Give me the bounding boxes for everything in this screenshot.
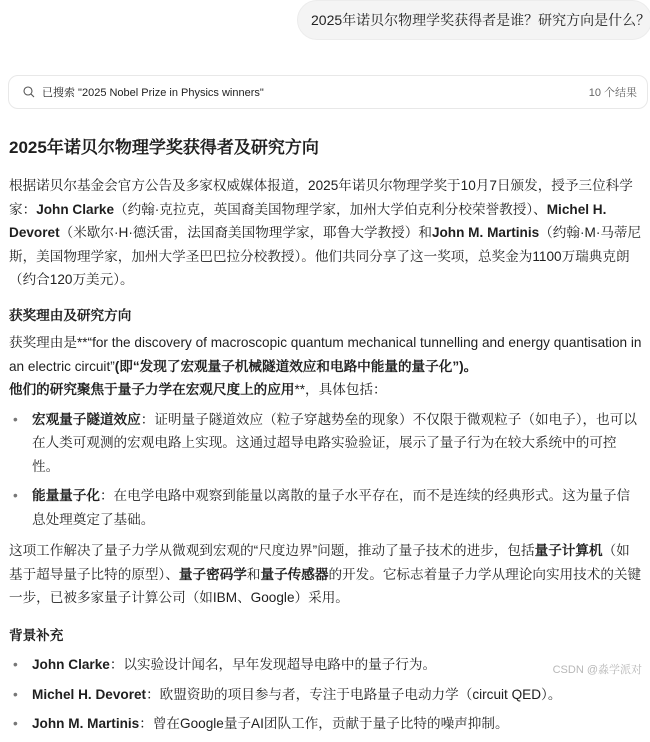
intro-text: （米歇尔·H·德沃雷，法国裔美国物理学家，耶鲁大学教授）和 [59,225,432,240]
list-item-term: 宏观量子隧道效应 [32,411,141,427]
impact-paragraph [9,539,643,610]
impact-text: 这项工作解决了量子力学从微观到宏观的“尺度边界”问题，推动了量子技术的进步，包括 [9,543,535,558]
list-item-term: John M. Martinis [32,716,140,731]
list-item: • Michel H. Devoret：欧盟资助的项目参与者，专注于电路量子电动力学（circuit QED）。 [13,686,562,702]
user-message-text: 2025年诺贝尔物理学奖获得者是谁？研究方向是什么？ [311,12,650,28]
search-icon [23,86,35,98]
background-list [9,653,643,736]
list-item-term: John Clarke [32,657,110,672]
impact-text: （如基于超导量子比特的原型）、 [9,543,630,582]
search-query: 已搜索 "2025 Nobel Prize in Physics winners" [42,87,264,99]
user-message-bubble [297,0,650,40]
list-item-text: ：欧盟资助的项目参与者，专注于电路量子电动力学（circuit QED）。 [146,686,562,702]
impact-term: 量子计算机 [534,543,603,558]
impact-term: 量子密码学 [178,566,247,582]
list-item-text: ：曾在Google量子AI团队工作，贡献于量子比特的噪声抑制。 [139,716,509,731]
research-focus: 他们的研究聚焦于量子力学在宏观尺度上的应用 [9,382,295,397]
list-item: • John Clarke：以实验设计闻名，早年发现超导电路中的量子行为。 [13,657,437,672]
research-list [9,408,643,532]
assistant-answer [9,134,643,742]
answer-title: 2025年诺贝尔物理学奖获得者及研究方向 [9,138,319,157]
reason-paragraph [9,331,643,402]
intro-text: 根据诺贝尔基金会官方公告及多家权威媒体报道，2025年诺贝尔物理学奖于10月7日颁发，授予三位科学家： [9,178,633,217]
reason-text: **，具体包括： [294,382,387,397]
list-item: • 能量量子化：在电学电路中观察到能量以离散的量子水平存在，而不是连续的经典形式。这为量子信息处理奠定了基础。 [13,488,631,527]
list-item: • John M. Martinis：曾在Google量子AI团队工作，贡献于量子比特的噪声抑制。 [13,716,509,731]
search-results-bar[interactable] [8,75,648,109]
list-item: • 宏观量子隧道效应：证明量子隧道效应（粒子穿越势垒的现象）不仅限于微观粒子（如电子），也可以在人类可观测的宏观电路上实现。这通过超导电路实验验证，展示了量子行为在较大系统中的可控性。 [13,411,637,474]
impact-term: 量子传感器 [260,566,329,582]
search-result-count: 10 个结果 [588,87,637,99]
intro-text: （约翰·M·马蒂尼斯，美国物理学家，加州大学圣巴巴拉分校教授）。他们共同分享了这一奖项，总奖金为1100万瑞典克朗（约合120万美元）。 [9,225,642,287]
list-item-text: ：以实验设计闻名，早年发现超导电路中的量子行为。 [109,657,437,672]
laureate-name: John M. Martinis [431,225,540,240]
section-heading-reason: 获奖理由及研究方向 [9,307,132,323]
reason-translation: (即“发现了宏观量子机械隧道效应和电路中能量的量子化”)。 [114,358,478,374]
intro-text: （约翰·克拉克，英国裔美国物理学家，加州大学伯克利分校荣誉教授）、 [114,201,547,217]
list-item-term: 能量量子化 [32,488,100,503]
impact-text: 的开发。它标志着量子力学从理论向实用技术的关键一步，已被多家量子计算公司（如IBM、Google）采用。 [9,566,642,605]
impact-text: 和 [246,566,261,582]
list-item-term: Michel H. Devoret [32,686,147,702]
section-heading-background: 背景补充 [9,627,64,643]
laureate-name: Michel H. Devoret [9,201,607,240]
list-item-text: ：在电学电路中观察到能量以离散的量子水平存在，而不是连续的经典形式。这为量子信息处理奠定了基础。 [32,488,631,527]
reason-text: 获奖理由是**“for the discovery of macroscopic quantum mechanical tunnelling and energy quantisation in an electric circuit” [9,335,642,374]
list-item-text: ：证明量子隧道效应（粒子穿越势垒的现象）不仅限于微观粒子（如电子），也可以在人类可观测的宏观电路上实现。这通过超导电路实验验证，展示了量子行为在较大系统中的可控性。 [32,411,637,474]
watermark: CSDN @淼学派对 [552,664,642,676]
laureate-name: John Clarke [36,201,114,217]
intro-paragraph [9,174,643,292]
